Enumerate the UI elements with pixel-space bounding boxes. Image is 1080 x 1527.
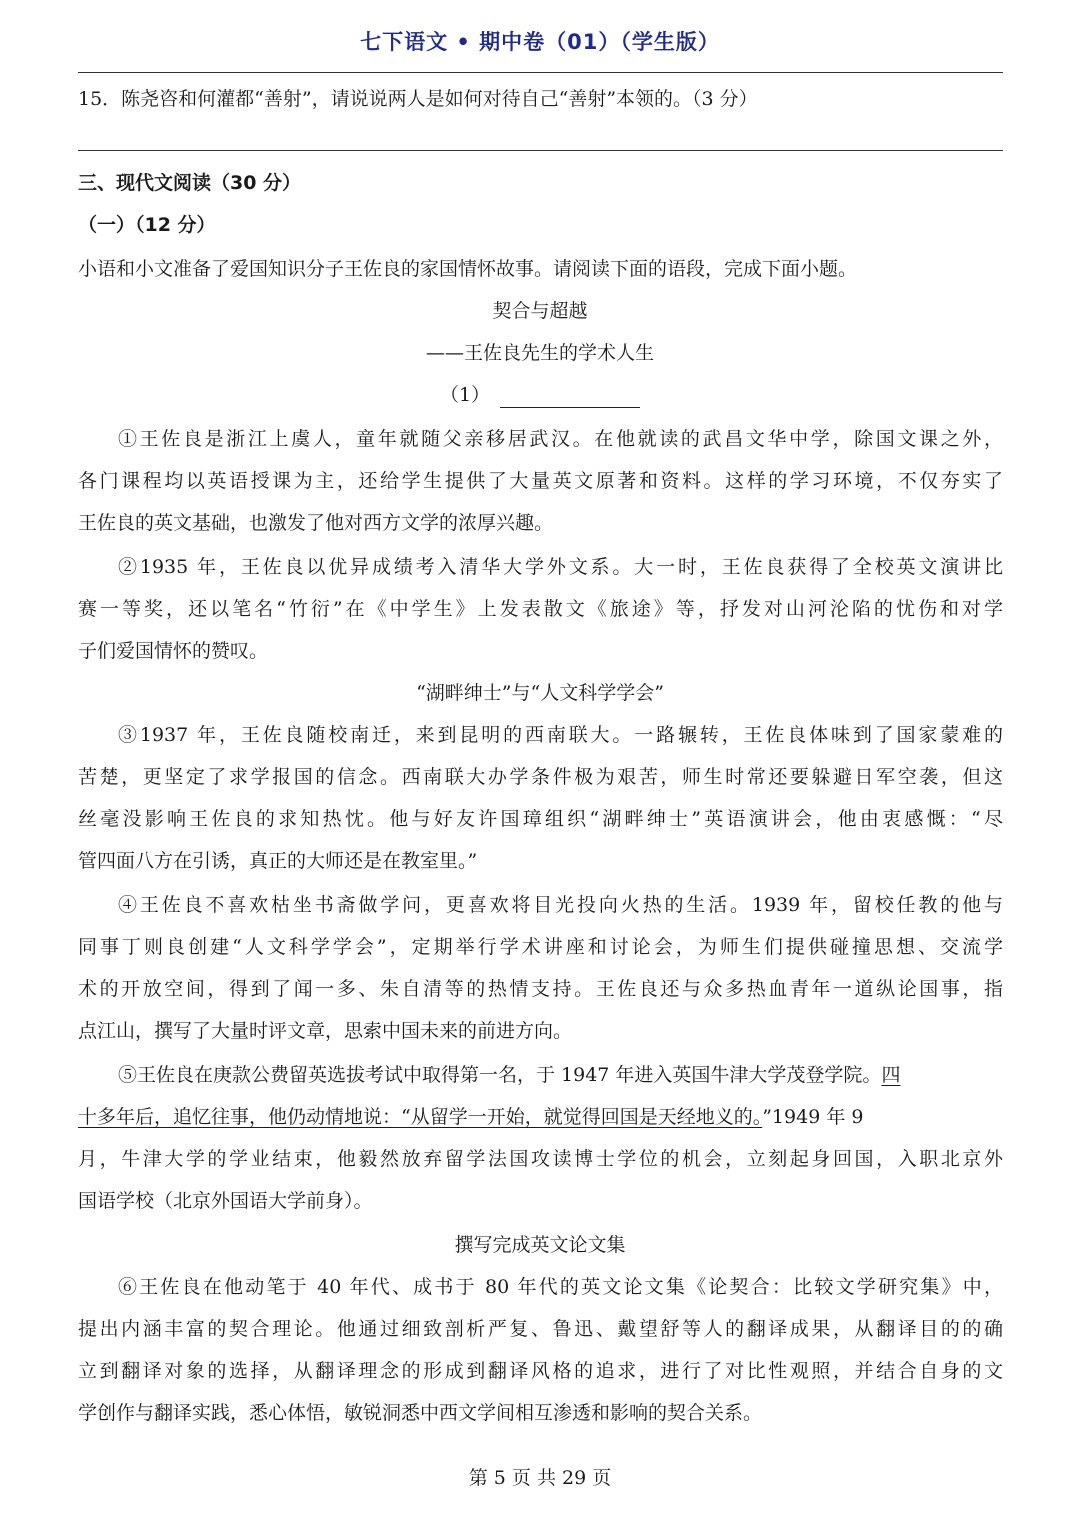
paragraph-3-line-3: 丝毫没影响王佐良的求知热忱。他与好友许国璋组织“湖畔绅士”英语演讲会，他由衷感慨：“尽 <box>78 808 1003 830</box>
paragraph-5-line-3: 月，牛津大学的学业结束，他毅然放弃留学法国攻读博士学位的机会，立刻起身回国，入职北京外 <box>78 1148 1003 1170</box>
paragraph-5-line-4: 国语学校（北京外国语大学前身）。 <box>78 1190 373 1212</box>
paragraph-3-line-4: 管四面八方在引诱，真正的大师还是在教室里。” <box>78 850 478 872</box>
section-heading: 三、现代文阅读（30 分） <box>78 172 302 194</box>
underlined-quote: 十多年后，追忆往事，他仍动情地说：“从留学一开始，就觉得回国是天经地义的。 <box>78 1106 763 1128</box>
sub-heading-3: 撰写完成英文论文集 <box>454 1234 626 1256</box>
page-number: 第 5 页 共 29 页 <box>468 1467 612 1489</box>
paragraph-4-line-1: ④王佐良不喜欢枯坐书斋做学问，更喜欢将目光投向火热的生活。1939 年，留校任教的他与 <box>118 894 1003 916</box>
paragraph-2-line-1: ②1935 年，王佐良以优异成绩考入清华大学外文系。大一时，王佐良获得了全校英文演讲比 <box>118 556 1003 578</box>
paragraph-5-line-2 <box>78 1104 1003 1130</box>
intro-text: 小语和小文准备了爱国知识分子王佐良的家国情怀故事。请阅读下面的语段，完成下面小题。 <box>78 258 858 280</box>
article-title: 契合与超越 <box>492 300 588 322</box>
part-heading: （一）（12 分） <box>78 214 216 236</box>
blank-label: （1） <box>439 384 491 406</box>
page-header-title: 七下语文 • 期中卷（01）（学生版） <box>360 30 720 54</box>
paragraph-5-line-1 <box>118 1062 1003 1088</box>
paragraph-1-line-3: 王佐良的英文基础，也激发了他对西方文学的浓厚兴趣。 <box>78 512 554 534</box>
sub-heading-2: “湖畔绅士”与“人文科学学会” <box>416 682 664 704</box>
question-15: 15．陈尧咨和何灌都“善射”，请说说两人是如何对待自己“善射”本领的。（3 分） <box>78 88 758 110</box>
paragraph-6-line-1: ⑥王佐良在他动笔于 40 年代、成书于 80 年代的英文论文集《论契合：比较文学研究集》中， <box>118 1276 1003 1298</box>
paragraph-1-line-2: 各门课程均以英语授课为主，还给学生提供了大量英文原著和资料。这样的学习环境，不仅夯实了 <box>78 470 1003 492</box>
paragraph-5-line-2-text: ”1949 年 9 <box>762 1106 864 1128</box>
blank-question-1 <box>0 382 1080 408</box>
answer-area-divider <box>78 150 1003 151</box>
fill-in-blank <box>500 387 640 408</box>
paragraph-6-line-2: 提出内涵丰富的契合理论。他通过细致剖析严复、鲁迅、戴望舒等人的翻译成果，从翻译目的的确 <box>78 1318 1003 1340</box>
paragraph-4-line-2: 同事丁则良创建“人文科学学会”，定期举行学术讲座和讨论会，为师生们提供碰撞思想、交流学 <box>78 936 1003 958</box>
paragraph-2-line-2: 赛一等奖，还以笔名“竹衍”在《中学生》上发表散文《旅途》等，抒发对山河沦陷的忧伤和对学 <box>78 598 1003 620</box>
paragraph-1-line-1: ①王佐良是浙江上虞人，童年就随父亲移居武汉。在他就读的武昌文华中学，除国文课之外， <box>118 428 1003 450</box>
article-subtitle: ——王佐良先生的学术人生 <box>425 342 654 364</box>
paragraph-6-line-3: 立到翻译对象的选择，从翻译理念的形成到翻译风格的追求，进行了对比性观照，并结合自身的文 <box>78 1360 1003 1382</box>
paragraph-5-line-1-text: ⑤王佐良在庚款公费留英选拔考试中取得第一名，于 1947 年进入英国牛津大学茂登学院。 <box>118 1064 882 1086</box>
paragraph-3-line-2: 苦楚，更坚定了求学报国的信念。西南联大办学条件极为艰苦，师生时常还要躲避日军空袭，但这 <box>78 766 1003 788</box>
paragraph-2-line-3: 子们爱国情怀的赞叹。 <box>78 640 269 662</box>
paragraph-4-line-3: 术的开放空间，得到了闻一多、朱自清等的热情支持。王佐良还与众多热血青年一道纵论国事，指 <box>78 978 1003 1000</box>
paragraph-4-line-4: 点江山，撰写了大量时评文章，思索中国未来的前进方向。 <box>78 1020 573 1042</box>
paragraph-3-line-1: ③1937 年，王佐良随校南迁，来到昆明的西南联大。一路辗转，王佐良体味到了国家蒙难的 <box>118 724 1003 746</box>
underlined-quote-start: 四 <box>881 1064 901 1086</box>
paragraph-6-line-4: 学创作与翻译实践，悉心体悟，敏锐洞悉中西文学间相互渗透和影响的契合关系。 <box>78 1402 763 1424</box>
header-divider <box>78 72 1003 73</box>
